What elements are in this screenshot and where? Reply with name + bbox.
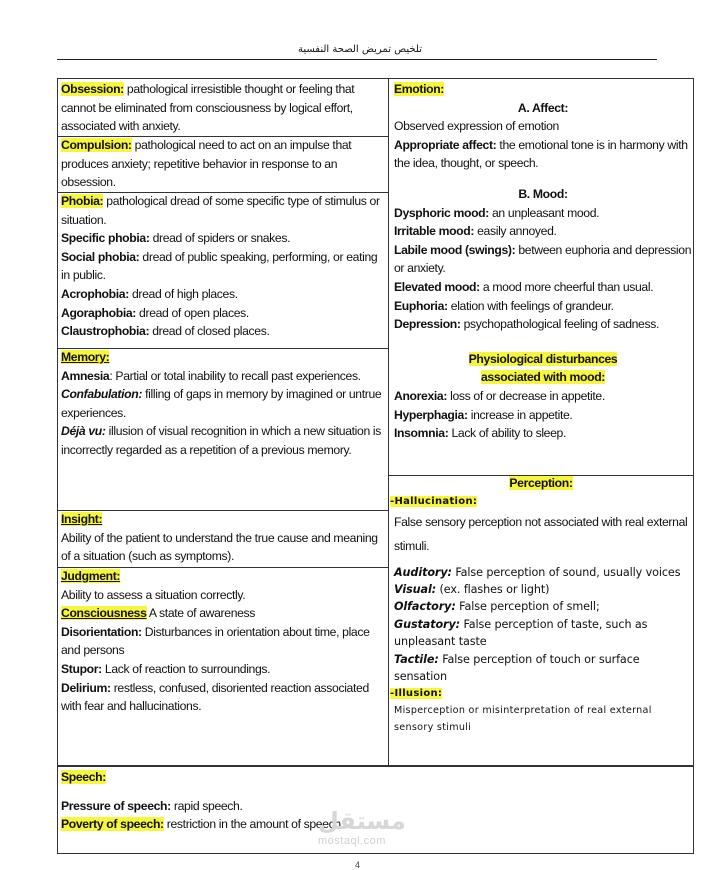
hallucination-type: Olfactory: False perception of smell; [394,600,600,614]
confabulation-item: Confabulation: filling of gaps in memory by imagined or untrue experiences. [61,387,382,420]
phobia-item: Acrophobia: dread of high places. [61,286,238,301]
physio-item: Insomnia: Lack of ability to sleep. [394,426,567,441]
amnesia-item: Amnesia: Partial or total inability to recall past experiences. [61,368,361,383]
page-number: 4 [355,860,361,870]
illusion-definition: Misperception or misinterpretation of real external sensory stimuli [394,705,652,734]
dejavu-item: Déjà vu: illusion of visual recognition in which a new situation is incorrectly regarded as a repetition of a previous memory. [61,424,382,457]
obsession-cell [61,80,387,136]
physio-heading-line2: associated with mood: [480,370,606,385]
page-header: تلخيص تمريض الصحة النفسية [298,44,422,55]
mood-item: Labile mood (swings): between euphoria and depression or anxiety. [394,242,692,276]
mood-item: Euphoria: elation with feelings of grandeur. [394,298,614,313]
perception-heading: Perception: [509,476,573,490]
mood-item: Depression: psychopathological feeling of sadness. [394,317,660,332]
hallucination-type: Tactile: False perception of touch or surface sensation [394,652,640,684]
mood-item: Dysphoric mood: an unpleasant mood. [394,205,600,220]
watermark-url: mostaql.com [318,835,386,847]
compulsion-text: pathological need to act on an impulse that produces anxiety; repetitive behavior in response to an obsession. [61,138,352,190]
phobia-item: Specific phobia: dread of spiders or snakes. [61,231,291,246]
mood-item: Elevated mood: a mood more cheerful than usual. [394,279,654,294]
hallucination-heading: -Hallucination: [390,495,478,507]
phobia-item: Claustrophobia: dread of closed places. [61,324,270,339]
emotion-cell [394,80,692,443]
phobia-text: pathological dread of some specific type of stimulus or situation. [61,194,380,227]
compulsion-term: Compulsion: [61,138,132,152]
phobia-item: Agoraphobia: dread of open places. [61,305,249,320]
hallucination-type: Gustatory: False perception of taste, such as unpleasant taste [394,617,648,649]
watermark-logo: مستقل [318,807,406,835]
judgment-term: Judgment: [61,569,121,583]
speech-item: Pressure of speech: rapid speech. [61,798,243,813]
judgment-cell [61,567,387,716]
compulsion-cell [61,136,387,192]
obsession-term: Obsession: [61,82,124,96]
mood-heading: B. Mood: [518,186,568,201]
consciousness-item: Stupor: Lack of reaction to surroundings. [61,661,271,676]
judgment-text: Ability to assess a situation correctly. [61,587,246,602]
hallucination-definition: False sensory perception not associated with real external stimuli. [394,514,688,553]
phobia-term: Phobia: [61,194,104,208]
column-divider [388,78,389,766]
insight-text: Ability of the patient to understand the true cause and meaning of a situation (such as symptoms). [61,530,378,564]
insight-cell [61,510,387,566]
speech-heading: Speech: [61,770,106,784]
speech-item: Poverty of speech: restriction in the amount of speech [61,817,341,832]
physio-item: Hyperphagia: increase in appetite. [394,407,573,422]
consciousness-item: Disorientation: Disturbances in orientation about time, place and persons [61,624,370,658]
memory-cell [61,348,387,460]
affect-definition: Observed expression of emotion [394,119,559,134]
emotion-heading: Emotion: [394,82,445,96]
physio-item: Anorexia: loss of or decrease in appetite. [394,388,605,403]
consciousness-item: Delirium: restless, confused, disoriented reaction associated with fear and hallucinations. [61,680,369,714]
phobia-item: Social phobia: dread of public speaking, performing, or eating in public. [61,249,378,283]
physio-heading-line1: Physiological disturbances [468,351,618,366]
header-rule [57,59,657,60]
consciousness-text: A state of awareness [146,606,256,621]
obsession-text: pathological irresistible thought or feeling that cannot be eliminated from consciousness by logical effort, associated with anxiety. [61,82,355,134]
illusion-heading: -Illusion: [390,688,443,700]
affect-heading: A. Affect: [517,100,569,115]
insight-term: Insight: [61,512,103,526]
phobia-cell [61,192,387,341]
hallucination-type: Visual: (ex. flashes or light) [394,583,550,596]
mood-item: Irritable mood: easily annoyed. [394,224,557,239]
appropriate-affect: Appropriate affect: the emotional tone is in harmony with the idea, thought, or speech. [394,137,688,171]
memory-heading: Memory: [61,350,110,364]
hallucination-type: Auditory: False perception of sound, usually voices [394,565,681,579]
perception-cell [390,474,692,736]
consciousness-term: Consciousness [61,606,147,621]
